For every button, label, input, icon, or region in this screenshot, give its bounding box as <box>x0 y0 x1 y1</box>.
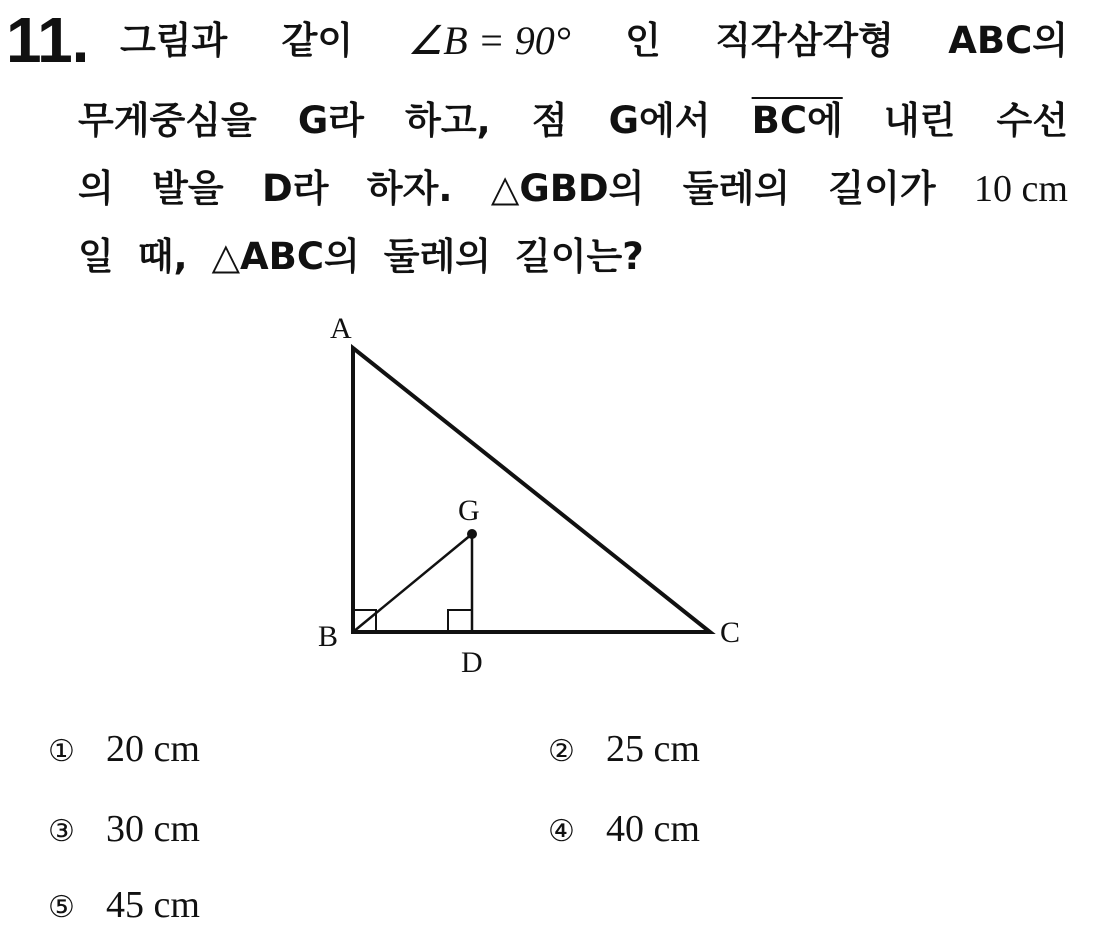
word: G라 <box>297 99 364 142</box>
choice-value: 30 cm <box>106 808 200 850</box>
choice-value: 20 cm <box>106 728 200 770</box>
word: 길이는? <box>514 235 644 278</box>
question-line-4 <box>78 222 1068 292</box>
word: 그림과 <box>120 19 228 62</box>
word: 같이 <box>281 19 354 62</box>
word: 무게중심을 <box>78 99 257 142</box>
question-line-2 <box>78 86 1068 156</box>
word: 내린 <box>883 99 956 142</box>
word: 때, <box>137 235 188 278</box>
choice-value: 45 cm <box>106 884 200 926</box>
word: 일 <box>78 235 114 278</box>
word: 직각삼각형 <box>715 19 894 62</box>
choice-marker: ⑤ <box>48 890 75 925</box>
label-g: G <box>458 494 480 527</box>
label-a: A <box>330 312 352 345</box>
triangle-diagram <box>300 300 780 690</box>
word: ABC의 <box>948 19 1068 62</box>
choice-marker: ④ <box>548 814 575 849</box>
choice-value: 25 cm <box>606 728 700 770</box>
choice-1[interactable] <box>48 724 200 777</box>
segment-bg <box>353 534 472 632</box>
word: 길이가 <box>828 167 936 210</box>
word: 하고, <box>405 99 491 142</box>
given-length: 10 cm <box>974 168 1068 210</box>
word: 발을 <box>152 167 224 210</box>
angle-condition: ∠B = 90° <box>407 18 571 63</box>
choice-marker: ① <box>48 734 75 769</box>
label-d: D <box>461 646 483 679</box>
choice-5[interactable] <box>48 880 200 933</box>
word: 하자. <box>366 167 453 210</box>
word: 인 <box>625 19 661 62</box>
choice-4[interactable] <box>548 804 700 857</box>
choice-3[interactable] <box>48 804 200 857</box>
right-angle-mark-d <box>448 610 472 632</box>
choice-value: 40 cm <box>606 808 700 850</box>
word: △GBD의 <box>490 167 645 210</box>
question-line-1 <box>120 6 1068 76</box>
question-line-3 <box>78 154 1068 224</box>
label-c: C <box>720 616 741 649</box>
word: D라 <box>262 167 329 210</box>
word: △ABC의 <box>211 235 360 278</box>
choice-marker: ② <box>548 734 575 769</box>
choice-marker: ③ <box>48 814 75 849</box>
point-g <box>467 529 477 539</box>
question-number: 11. <box>6 4 89 76</box>
word: 둘레의 <box>383 235 491 278</box>
word: 수선 <box>996 99 1068 142</box>
word: 둘레의 <box>682 167 790 210</box>
word: 점 <box>531 99 568 142</box>
segment-bc: BC에 <box>751 99 843 142</box>
word: G에서 <box>608 99 711 142</box>
choice-2[interactable] <box>548 724 700 777</box>
word: 의 <box>78 167 114 210</box>
label-b: B <box>318 620 339 653</box>
